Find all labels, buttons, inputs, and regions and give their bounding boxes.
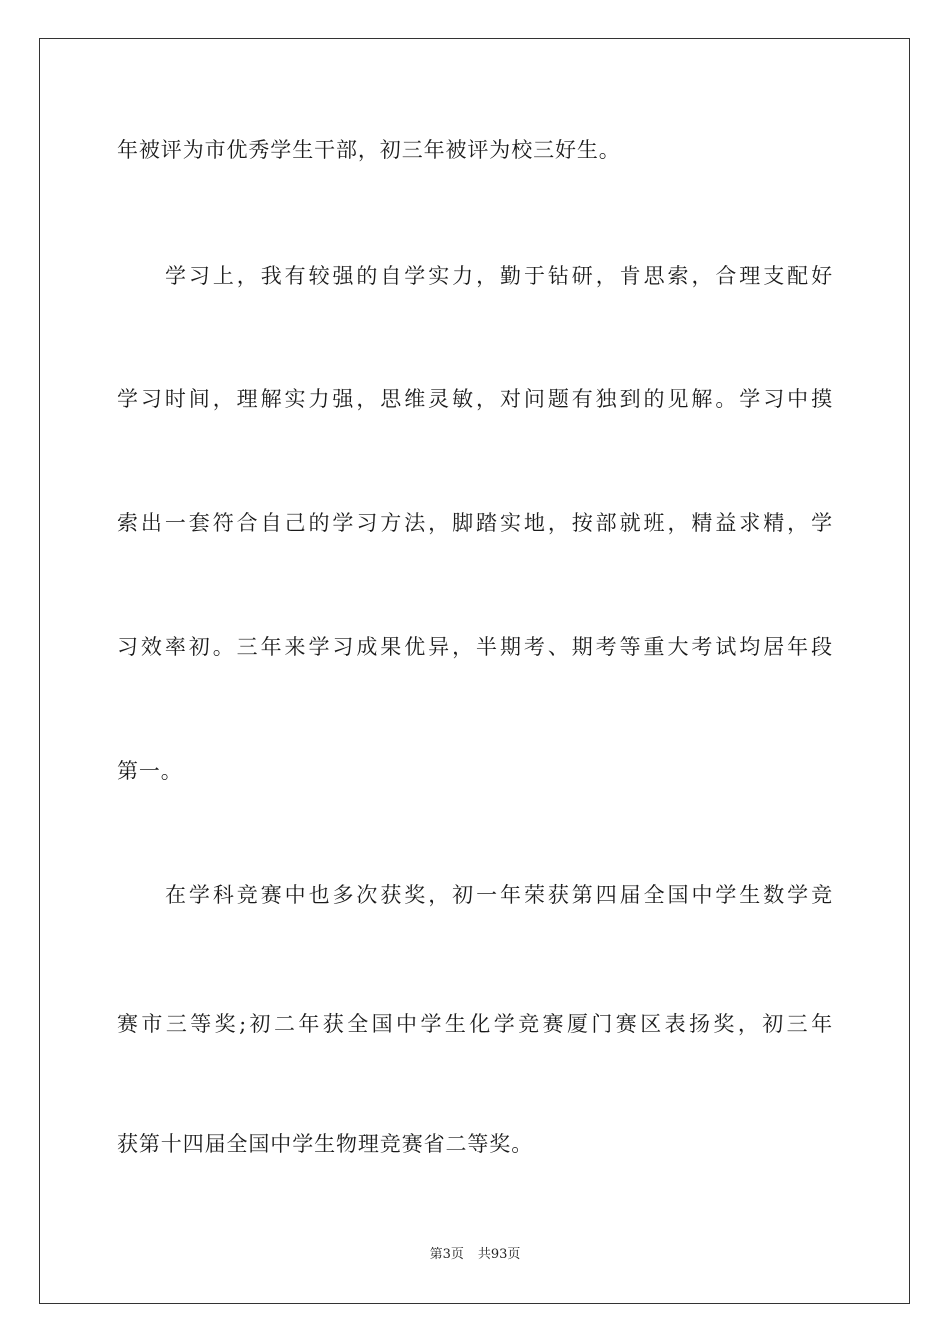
text-line: 年被评为市优秀学生干部，初三年被评为校三好生。 [117,138,621,162]
paragraph-first-line: 在学科竞赛中也多次获奖，初一年荣获第四届全国中学生数学竞 [165,883,833,907]
page-border [39,38,910,1304]
text-line: 索出一套符合自己的学习方法，脚踏实地，按部就班，精益求精，学 [117,511,833,535]
page-number: 第3页 [429,1247,464,1262]
page-footer [0,1246,950,1264]
text-line: 赛市三等奖;初二年获全国中学生化学竞赛厦门赛区表扬奖，初三年 [117,1012,833,1036]
text-line: 习效率初。三年来学习成果优异，半期考、期考等重大考试均居年段 [117,635,833,659]
text-line: 学习时间，理解实力强，思维灵敏，对问题有独到的见解。学习中摸 [117,387,833,411]
text-line: 获第十四届全国中学生物理竞赛省二等奖。 [117,1132,534,1156]
text-line: 第一。 [117,759,183,783]
paragraph-first-line: 学习上，我有较强的自学实力，勤于钻研，肯思索，合理支配好 [165,264,833,288]
page-total: 共93页 [477,1247,521,1262]
